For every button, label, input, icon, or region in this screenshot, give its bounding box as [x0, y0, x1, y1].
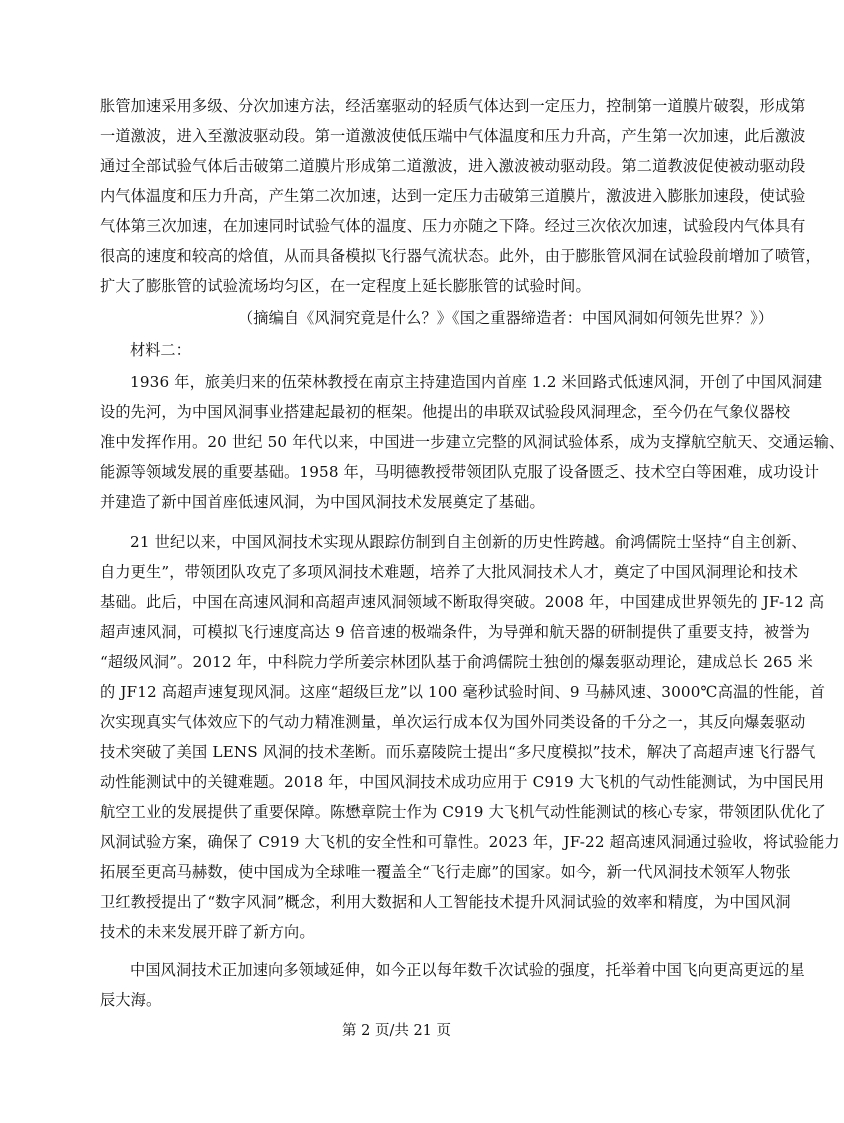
paragraph-line: 一道激波，进入至激波驱动段。第一道激波使低压端中气体温度和压力升高，产生第一次加速，此后激波 — [100, 127, 806, 145]
paragraph-line: 并建造了新中国首座低速风洞，为中国风洞技术发展奠定了基础。 — [100, 493, 545, 511]
paragraph-line: “超级风洞”。2012 年，中科院力学所姜宗林团队基于俞鸿儒院士独创的爆轰驱动理论，建成总长 265 米 — [100, 653, 813, 671]
page-number-footer: 第 2 页/共 21 页 — [342, 1023, 451, 1039]
paragraph-line: 风洞试验方案，确保了 C919 大飞机的安全性和可靠性。2023 年，JF-22 超高速风洞通过验收，将试验能力 — [100, 833, 840, 851]
paragraph-line: 准中发挥作用。20 世纪 50 年代以来，中国进一步建立完整的风洞试验体系，成为支撑航空航天、交通运输、 — [100, 433, 844, 451]
paragraph-line: 胀管加速采用多级、分次加速方法，经活塞驱动的轻质气体达到一定压力，控制第一道膜片破裂，形成第 — [100, 97, 806, 115]
paragraph-line: 21 世纪以来，中国风洞技术实现从跟踪仿制到自主创新的历史性跨越。俞鸿儒院士坚持“自主创新、 — [130, 533, 807, 551]
paragraph-line: 辰大海。 — [100, 991, 162, 1009]
paragraph-line: 次实现真实气体效应下的气动力精准测量，单次运行成本仅为国外同类设备的千分之一，其反向爆轰驱动 — [100, 713, 806, 731]
paragraph-line: 设的先河，为中国风洞事业搭建起最初的框架。他提出的串联双试验段风洞理念，至今仍在气象仪器校 — [100, 403, 791, 421]
paragraph-line: 航空工业的发展提供了重要保障。陈懋章院士作为 C919 大飞机气动性能测试的核心专家，带领团队优化了 — [100, 803, 827, 821]
paragraph-line: 超声速风洞，可模拟飞行速度高达 9 倍音速的极端条件，为导弹和航天器的研制提供了重要支持，被誉为 — [100, 623, 810, 641]
paragraph-line: 内气体温度和压力升高，产生第二次加速，达到一定压力击破第三道膜片，激波进入膨胀加速段，使试验 — [100, 187, 806, 205]
material-heading: 材料二： — [130, 341, 191, 359]
paragraph-line: 拓展至更高马赫数，使中国成为全球唯一覆盖全“飞行走廊”的国家。如今，新一代风洞技术领军人物张 — [100, 863, 791, 881]
paragraph-line: 能源等领域发展的重要基础。1958 年，马明德教授带领团队克服了设备匮乏、技术空白等困难，成功设计 — [100, 463, 820, 481]
paragraph-line: 很高的速度和较高的焓值，从而具备模拟飞行器气流状态。此外，由于膨胀管风洞在试验段前增加了喷管， — [100, 247, 821, 265]
paragraph-line: 通过全部试验气体后击破第二道膜片形成第二道激波，进入激波被动驱动段。第二道教波促使被动驱动段 — [100, 157, 806, 175]
paragraph-line: 基础。此后，中国在高速风洞和高超声速风洞领域不断取得突破。2008 年，中国建成世界领先的 JF-12 高 — [100, 593, 825, 611]
source-citation: （摘编自《风洞究竟是什么？》《国之重器缔造者：中国风洞如何领先世界？》） — [238, 309, 774, 327]
paragraph-line: 自力更生”，带领团队攻克了多项风洞技术难题，培养了大批风洞技术人才，奠定了中国风洞理论和技术 — [100, 563, 799, 581]
paragraph-line: 卫红教授提出了“数字风洞”概念，利用大数据和人工智能技术提升风洞试验的效率和精度，为中国风洞 — [100, 893, 791, 911]
paragraph-line: 扩大了膨胀管的试验流场均匀区，在一定程度上延长膨胀管的试验时间。 — [100, 277, 591, 295]
paragraph-line: 动性能测试中的关键难题。2018 年，中国风洞技术成功应用于 C919 大飞机的气动性能测试，为中国民用 — [100, 773, 825, 791]
paragraph-line: 1936 年，旅美归来的伍荣林教授在南京主持建造国内首座 1.2 米回路式低速风洞，开创了中国风洞建 — [130, 373, 823, 391]
paragraph-line: 气体第三次加速，在加速同时试验气体的温度、压力亦随之下降。经过三次依次加速，试验段内气体具有 — [100, 217, 806, 235]
paragraph-line: 技术的未来发展开辟了新方向。 — [100, 923, 315, 941]
paragraph-line: 的 JF12 高超声速复现风洞。这座“超级巨龙”以 100 毫秒试验时间、9 马赫风速、3000℃高温的性能，首 — [100, 683, 826, 701]
paragraph-line: 技术突破了美国 LENS 风洞的技术垄断。而乐嘉陵院士提出“多尺度模拟”技术，解决了高超声速飞行器气 — [100, 743, 816, 761]
paragraph-line: 中国风洞技术正加速向多领域延伸，如今正以每年数千次试验的强度，托举着中国飞向更高更远的星 — [130, 961, 805, 979]
